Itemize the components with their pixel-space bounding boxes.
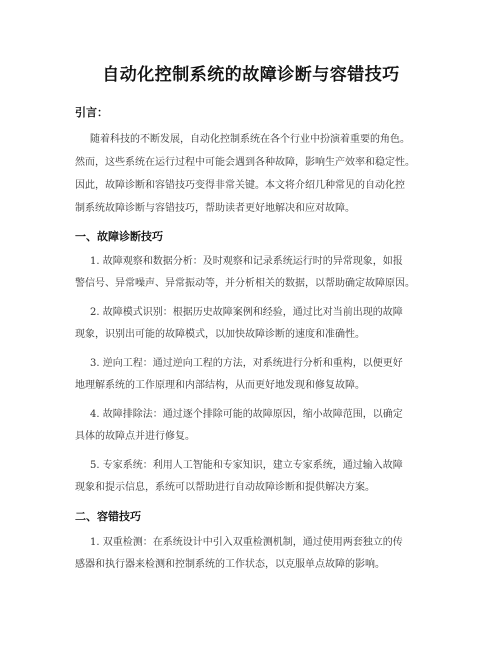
intro-line: 然而，这些系统在运行过程中可能会遇到各种故障，影响生产效率和稳定性。 [75,157,415,168]
diagnosis-item-line: 警信号、异常噪声、异常振动等，并分析相关的数据，以帮助确定故障原因。 [75,278,415,289]
diagnosis-item-line: 5. 专家系统：利用人工智能和专家知识，建立专家系统，通过输入故障 [90,460,403,471]
diagnosis-item-line: 地理解系统的工作原理和内部结构，从而更好地发现和修复故障。 [75,380,365,391]
intro-heading: 引言： [75,106,108,119]
document-title: 自动化控制系统的故障诊断与容错技巧 [102,65,400,85]
diagnosis-item-line: 3. 逆向工程：通过逆向工程的方法，对系统进行分析和重构，以便更好 [90,358,403,369]
diagnosis-item-line: 现象和提示信息，系统可以帮助进行自动故障诊断和提供解决方案。 [75,482,375,493]
diagnosis-item-line: 4. 故障排除法：通过逐个排除可能的故障原因，缩小故障范围，以确定 [90,409,403,420]
section-heading-fault-tolerance: 二、容错技巧 [75,510,141,523]
fault-tolerance-item-line: 感器和执行器来检测和控制系统的工作状态，以克服单点故障的影响。 [75,559,385,570]
intro-line: 因此，故障诊断和容错技巧变得非常关键。本文将介绍几种常见的自动化控 [75,180,405,191]
section-heading-diagnosis: 一、故障诊断技巧 [75,230,163,243]
fault-tolerance-item-line: 1. 双重检测：在系统设计中引入双重检测机制，通过使用两套独立的传 [90,537,403,548]
diagnosis-item-line: 1. 故障观察和数据分析：及时观察和记录系统运行时的异常现象，如报 [90,256,403,267]
diagnosis-item-line: 具体的故障点并进行修复。 [75,431,195,442]
diagnosis-item-line: 2. 故障模式识别：根据历史故障案例和经验，通过比对当前出现的故障 [90,307,403,318]
diagnosis-item-line: 现象，识别出可能的故障模式，以加快故障诊断的速度和准确性。 [75,329,365,340]
intro-line: 制系统故障诊断与容错技巧，帮助读者更好地解决和应对故障。 [75,203,355,214]
intro-line: 随着科技的不断发展，自动化控制系统在各个行业中扮演着重要的角色。 [90,134,410,145]
